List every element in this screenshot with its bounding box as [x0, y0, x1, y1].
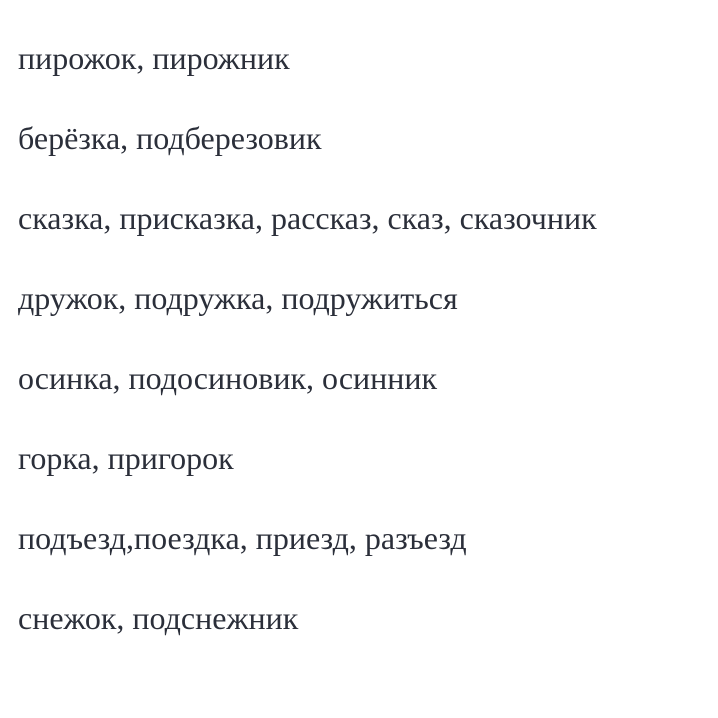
word-group-line: снежок, подснежник: [18, 600, 299, 636]
word-group-line: сказка, присказка, рассказ, сказ, сказочник: [18, 200, 597, 236]
word-group-line: подъезд,поездка, приезд, разъезд: [18, 520, 467, 556]
word-group-line: пирожок, пирожник: [18, 40, 290, 76]
word-group-line: берёзка, подберезовик: [18, 120, 322, 156]
word-group-line: дружок, подружка, подружиться: [18, 280, 458, 316]
word-group-line: осинка, подосиновик, осинник: [18, 360, 438, 396]
word-group-line: горка, пригорок: [18, 440, 234, 476]
